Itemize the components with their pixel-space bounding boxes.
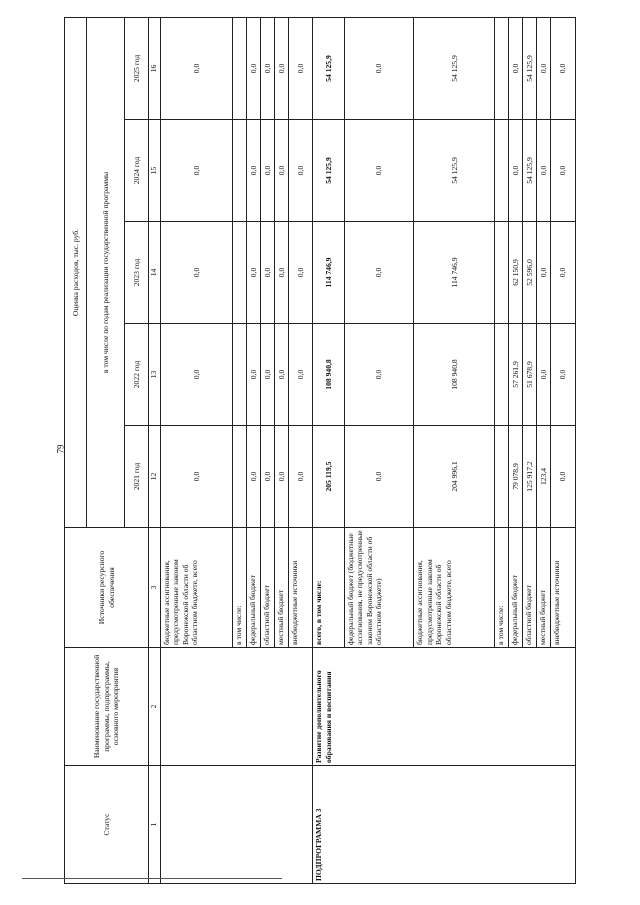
table-body — [161, 17, 576, 883]
source-cell: федеральный бюджет (бюджетные ассигнования, не предусмотренные законом Воронежской области об областном бюджете) — [344, 528, 414, 648]
header-year: 2025 год — [125, 17, 149, 119]
col-number: 12 — [149, 426, 161, 528]
value-cell: 205 119,5 — [313, 426, 344, 528]
value-cell: 0,0 — [288, 324, 313, 426]
header-year: 2023 год — [125, 222, 149, 324]
value-cell: 54 125,9 — [313, 17, 344, 119]
value-cell: 0,0 — [274, 222, 288, 324]
header-year: 2021 год — [125, 426, 149, 528]
value-cell: 0,0 — [509, 17, 523, 119]
value-cell: 0,0 — [274, 17, 288, 119]
value-cell: 0,0 — [551, 17, 576, 119]
value-cell — [495, 120, 509, 222]
value-cell: 108 940,8 — [313, 324, 344, 426]
value-cell — [495, 222, 509, 324]
col-number: 14 — [149, 222, 161, 324]
value-cell: 79 078,9 — [509, 426, 523, 528]
value-cell: 54 125,9 — [523, 17, 537, 119]
value-cell: 0,0 — [161, 426, 233, 528]
table-row — [313, 17, 344, 883]
value-cell: 0,0 — [344, 426, 414, 528]
subprogram-name: Развитие дополнительного образования и воспитания — [313, 648, 576, 766]
value-cell: 0,0 — [537, 222, 551, 324]
source-cell: местный бюджет — [537, 528, 551, 648]
source-cell: всего, в том числе: — [313, 528, 344, 648]
value-cell: 123,4 — [537, 426, 551, 528]
value-cell: 125 917,2 — [523, 426, 537, 528]
value-cell: 54 125,9 — [313, 120, 344, 222]
footer-rule — [22, 878, 282, 879]
value-cell — [495, 17, 509, 119]
col-number: 1 — [149, 766, 161, 884]
header-sources: Источники ресурсного обеспечения — [65, 528, 149, 648]
value-cell: 54 125,9 — [523, 120, 537, 222]
budget-table-rotated — [64, 18, 576, 884]
value-cell: 0,0 — [260, 426, 274, 528]
value-cell: 0,0 — [161, 17, 233, 119]
value-cell — [232, 120, 246, 222]
col-number: 13 — [149, 324, 161, 426]
value-cell: 0,0 — [288, 426, 313, 528]
name-cell — [161, 648, 313, 766]
source-cell: федеральный бюджет — [509, 528, 523, 648]
value-cell: 0,0 — [288, 120, 313, 222]
value-cell: 0,0 — [551, 222, 576, 324]
value-cell — [232, 17, 246, 119]
source-cell: в том числе: — [495, 528, 509, 648]
value-cell: 0,0 — [551, 324, 576, 426]
value-cell: 204 996,1 — [414, 426, 495, 528]
header-estimate: Оценка расходов, тыс. руб. — [65, 17, 87, 527]
value-cell — [232, 426, 246, 528]
value-cell: 62 150,9 — [509, 222, 523, 324]
value-cell: 114 746,9 — [313, 222, 344, 324]
value-cell: 0,0 — [537, 120, 551, 222]
header-year: 2022 год — [125, 324, 149, 426]
value-cell: 0,0 — [551, 120, 576, 222]
source-cell: бюджетные ассигнования, предусмотренные законом Воронежской области об областном бюджете, всего — [414, 528, 495, 648]
value-cell: 108 940,8 — [414, 324, 495, 426]
value-cell: 0,0 — [246, 17, 260, 119]
value-cell: 0,0 — [344, 324, 414, 426]
value-cell: 0,0 — [288, 17, 313, 119]
value-cell: 0,0 — [246, 324, 260, 426]
header-by-years: в том числе по годам реализации государственной программы — [87, 17, 125, 527]
source-cell: областной бюджет — [260, 528, 274, 648]
budget-table — [64, 17, 576, 884]
header-year: 2024 год — [125, 120, 149, 222]
source-cell: местный бюджет — [274, 528, 288, 648]
source-cell: внебюджетные источники — [551, 528, 576, 648]
value-cell: 0,0 — [246, 222, 260, 324]
value-cell: 52 596,0 — [523, 222, 537, 324]
header-status: Статус — [65, 766, 149, 884]
value-cell — [495, 426, 509, 528]
table-row — [161, 17, 233, 883]
value-cell — [495, 324, 509, 426]
value-cell: 0,0 — [344, 222, 414, 324]
source-cell: внебюджетные источники — [288, 528, 313, 648]
status-cell — [161, 766, 313, 884]
value-cell: 0,0 — [537, 324, 551, 426]
value-cell: 0,0 — [161, 222, 233, 324]
value-cell: 0,0 — [274, 120, 288, 222]
source-cell: областной бюджет — [523, 528, 537, 648]
value-cell: 0,0 — [246, 120, 260, 222]
value-cell: 0,0 — [246, 426, 260, 528]
value-cell: 54 125,9 — [414, 120, 495, 222]
value-cell: 0,0 — [344, 120, 414, 222]
value-cell: 0,0 — [161, 324, 233, 426]
source-cell: в том числе: — [232, 528, 246, 648]
subprogram-status: ПОДПРОГРАММА 3 — [313, 766, 576, 884]
value-cell: 57 261,9 — [509, 324, 523, 426]
value-cell: 0,0 — [274, 324, 288, 426]
value-cell: 0,0 — [161, 120, 233, 222]
header-name: Наименование государственной программы, подпрограммы, основного мероприятия — [65, 648, 149, 766]
col-number: 15 — [149, 120, 161, 222]
value-cell: 0,0 — [537, 17, 551, 119]
value-cell: 0,0 — [274, 426, 288, 528]
value-cell: 0,0 — [260, 120, 274, 222]
source-cell: федеральный бюджет — [246, 528, 260, 648]
col-number: 2 — [149, 648, 161, 766]
value-cell: 0,0 — [551, 426, 576, 528]
value-cell: 0,0 — [260, 17, 274, 119]
value-cell: 0,0 — [509, 120, 523, 222]
value-cell: 114 746,9 — [414, 222, 495, 324]
source-cell: бюджетные ассигнования, предусмотренные законом Воронежской области об областном бюджете, всего — [161, 528, 233, 648]
value-cell: 54 125,9 — [414, 17, 495, 119]
page-number: 79 — [55, 444, 66, 454]
value-cell: 51 678,9 — [523, 324, 537, 426]
value-cell: 0,0 — [260, 324, 274, 426]
col-number: 3 — [149, 528, 161, 648]
value-cell: 0,0 — [288, 222, 313, 324]
value-cell: 0,0 — [344, 17, 414, 119]
value-cell — [232, 324, 246, 426]
col-number: 16 — [149, 17, 161, 119]
value-cell — [232, 222, 246, 324]
value-cell: 0,0 — [260, 222, 274, 324]
